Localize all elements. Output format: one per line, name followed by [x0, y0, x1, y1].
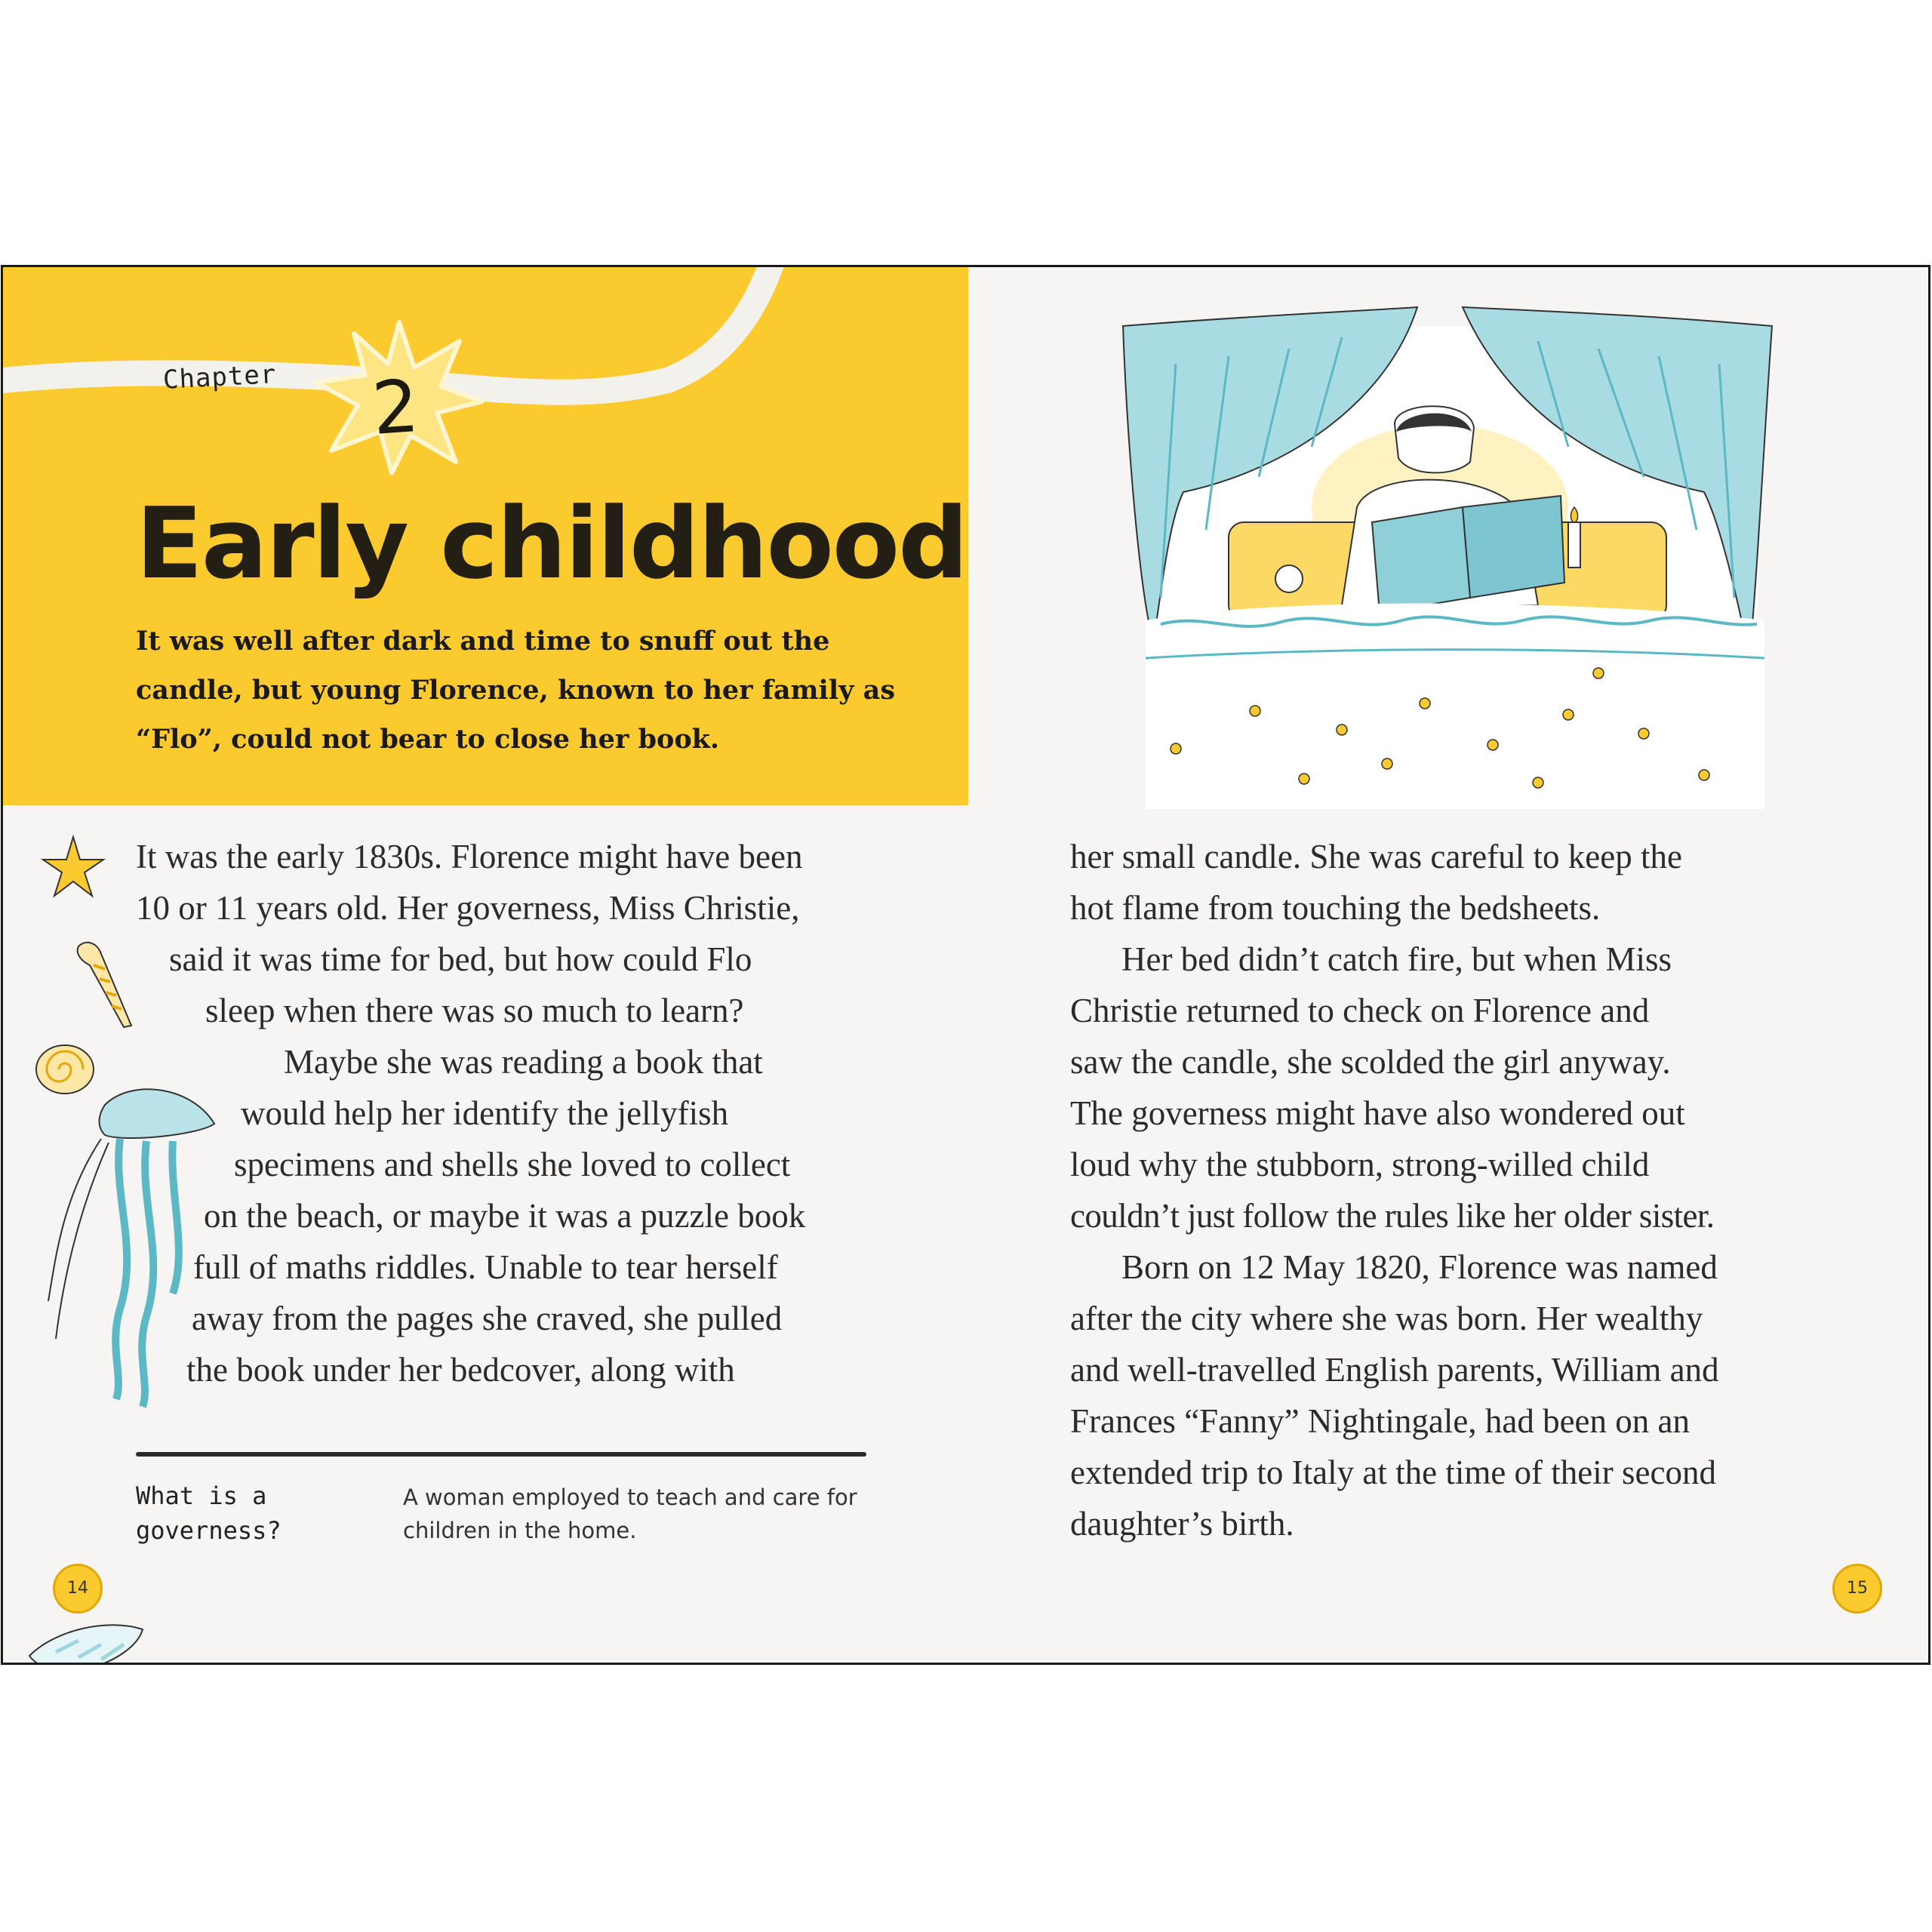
glossary-term: What is a governess? — [136, 1481, 281, 1545]
left-text-line: away from the pages she craved, she pulled — [192, 1300, 783, 1337]
right-text-line: Christie returned to check on Florence and — [1070, 992, 1650, 1029]
right-text-line: her small candle. She was careful to keep the — [1070, 838, 1682, 875]
right-text-line: saw the candle, she scolded the girl anyway. — [1070, 1043, 1671, 1081]
spiral-shell-icon — [71, 935, 139, 1033]
glossary-definition: A woman employed to teach and care for children in the home. — [403, 1484, 857, 1543]
left-text-line: the book under her bedcover, along with — [186, 1351, 735, 1389]
starfish-icon — [39, 833, 107, 901]
chapter-title: Early childhood — [136, 486, 968, 601]
chapter-number: 2 — [369, 364, 422, 451]
right-text-line: Born on 12 May 1820, Florence was named — [1121, 1248, 1718, 1286]
right-text-line: loud why the stubborn, strong-willed child — [1070, 1146, 1650, 1183]
right-text-line: The governess might have also wondered out — [1070, 1094, 1685, 1132]
left-text-line: sleep when there was so much to learn? — [205, 992, 744, 1029]
right-text-line: hot flame from touching the bedsheets. — [1070, 889, 1601, 927]
left-text-line: full of maths riddles. Unable to tear herself — [193, 1248, 778, 1286]
right-text-line: after the city where she was born. Her wealthy — [1070, 1300, 1703, 1337]
right-text-line: extended trip to Italy at the time of their second — [1070, 1454, 1716, 1491]
left-text-line: specimens and shells she loved to collect — [234, 1146, 791, 1183]
left-text-line: on the beach, or maybe it was a puzzle book — [204, 1197, 806, 1235]
cone-shell-icon — [26, 1611, 154, 1665]
right-text-line: Frances “Fanny” Nightingale, had been on an — [1070, 1402, 1690, 1440]
left-text-line: would help her identify the jellyfish — [241, 1094, 729, 1132]
chapter-header-panel — [3, 267, 968, 805]
left-text-line: 10 or 11 years old. Her governess, Miss Christie, — [136, 889, 800, 927]
page-number-right: 15 — [1832, 1564, 1882, 1614]
glossary-divider — [136, 1452, 866, 1457]
left-text-line: It was the early 1830s. Florence might have been — [136, 838, 803, 875]
right-text-line: couldn’t just follow the rules like her older sister. — [1070, 1197, 1715, 1235]
right-text-line: and well-travelled English parents, William and — [1070, 1351, 1719, 1389]
right-text-line: daughter’s birth. — [1070, 1505, 1294, 1543]
left-text-line: said it was time for bed, but how could Flo — [169, 940, 752, 978]
book-spread — [1, 265, 1930, 1665]
page-number-left: 14 — [53, 1564, 103, 1614]
intro-paragraph: It was well after dark and time to snuff out the candle, but young Florence, known to her family as “Flo”, could not bear to close her book. — [136, 626, 896, 755]
right-text-line: Her bed didn’t catch fire, but when Miss — [1121, 940, 1672, 978]
left-text-line: Maybe she was reading a book that — [284, 1043, 763, 1081]
girl-reading-in-bed-illustration — [1115, 281, 1780, 809]
chapter-label: Chapter — [162, 359, 278, 395]
